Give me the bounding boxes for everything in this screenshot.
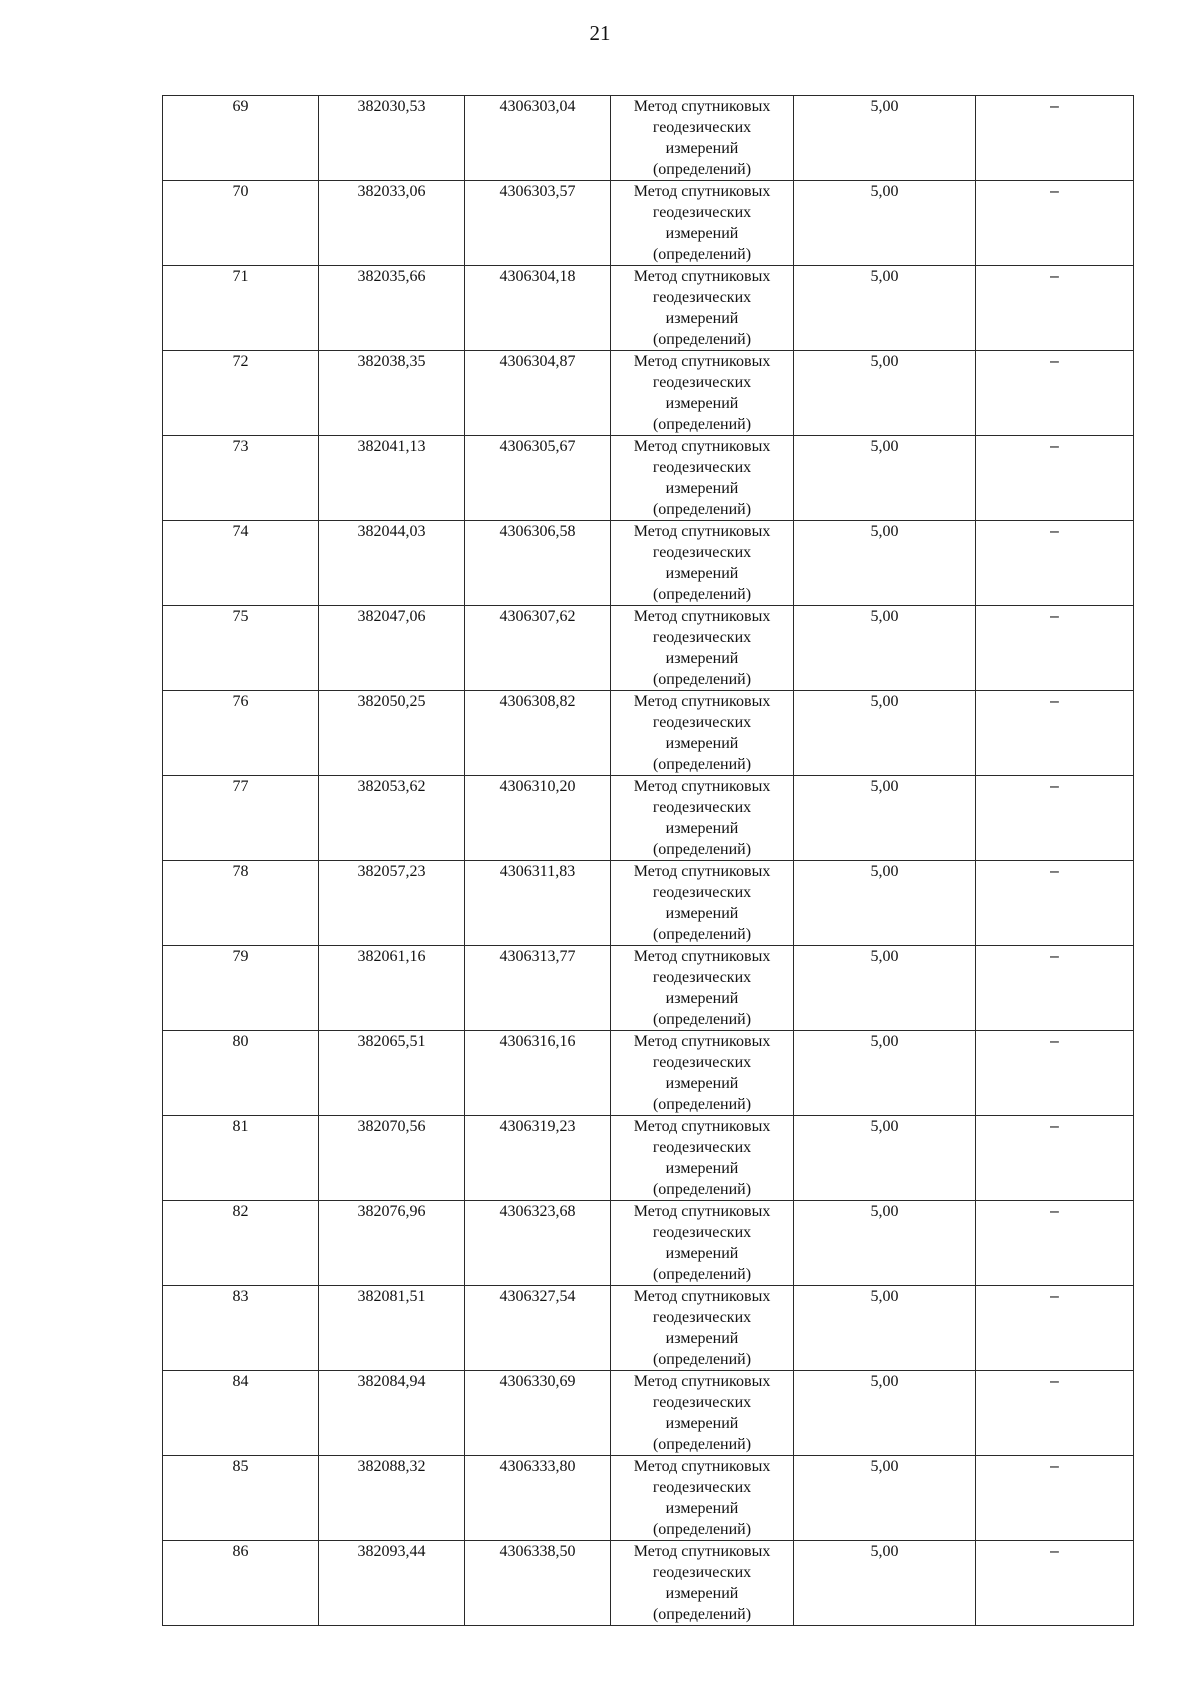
table-row <box>163 776 1134 861</box>
y-coordinate-cell: 4306338,50 <box>465 1541 611 1626</box>
method-line: измерений <box>665 1075 739 1092</box>
y-coordinate-cell: 4306304,87 <box>465 351 611 436</box>
table-row <box>163 181 1134 266</box>
method-line: геодезических <box>652 289 752 306</box>
description-cell: – <box>976 521 1134 606</box>
table-row <box>163 1201 1134 1286</box>
method-line: геодезических <box>652 374 752 391</box>
description-cell: – <box>976 1116 1134 1201</box>
method-line: измерений <box>665 905 739 922</box>
method-line: геодезических <box>652 1054 752 1071</box>
x-coordinate-cell: 382050,25 <box>319 691 465 776</box>
point-number-cell: 71 <box>163 266 319 351</box>
x-coordinate-cell: 382084,94 <box>319 1371 465 1456</box>
method-line: геодезических <box>652 884 752 901</box>
description-cell: – <box>976 946 1134 1031</box>
method-line: Метод спутниковых <box>633 268 771 285</box>
method-line: измерений <box>665 140 739 157</box>
method-line: Метод спутниковых <box>633 1288 771 1305</box>
method-line: измерений <box>665 395 739 412</box>
method-line: геодезических <box>652 1224 752 1241</box>
method-line: Метод спутниковых <box>633 948 771 965</box>
accuracy-cell: 5,00 <box>794 1031 976 1116</box>
point-number-cell: 83 <box>163 1286 319 1371</box>
accuracy-cell: 5,00 <box>794 946 976 1031</box>
method-line: измерений <box>665 820 739 837</box>
x-coordinate-cell: 382047,06 <box>319 606 465 691</box>
accuracy-cell: 5,00 <box>794 351 976 436</box>
y-coordinate-cell: 4306304,18 <box>465 266 611 351</box>
method-line: измерений <box>665 650 739 667</box>
method-line: (определений) <box>652 1011 752 1028</box>
table-row <box>163 1286 1134 1371</box>
point-number-cell: 77 <box>163 776 319 861</box>
y-coordinate-cell: 4306319,23 <box>465 1116 611 1201</box>
method-line: геодезических <box>652 1139 752 1156</box>
description-cell: – <box>976 776 1134 861</box>
x-coordinate-cell: 382065,51 <box>319 1031 465 1116</box>
method-line: геодезических <box>652 1394 752 1411</box>
table-row <box>163 1456 1134 1541</box>
method-cell <box>611 861 794 946</box>
point-number-cell: 74 <box>163 521 319 606</box>
point-number-cell: 80 <box>163 1031 319 1116</box>
method-line: (определений) <box>652 1436 752 1453</box>
accuracy-cell: 5,00 <box>794 1541 976 1626</box>
y-coordinate-cell: 4306316,16 <box>465 1031 611 1116</box>
method-line: измерений <box>665 1160 739 1177</box>
y-coordinate-cell: 4306303,04 <box>465 96 611 181</box>
method-line: геодезических <box>652 1309 752 1326</box>
method-line: геодезических <box>652 1564 752 1581</box>
y-coordinate-cell: 4306310,20 <box>465 776 611 861</box>
description-cell: – <box>976 1371 1134 1456</box>
x-coordinate-cell: 382038,35 <box>319 351 465 436</box>
accuracy-cell: 5,00 <box>794 436 976 521</box>
point-number-cell: 72 <box>163 351 319 436</box>
x-coordinate-cell: 382044,03 <box>319 521 465 606</box>
description-cell: – <box>976 351 1134 436</box>
method-line: (определений) <box>652 1266 752 1283</box>
method-line: геодезических <box>652 969 752 986</box>
method-line: геодезических <box>652 544 752 561</box>
method-line: (определений) <box>652 1181 752 1198</box>
method-line: Метод спутниковых <box>633 1373 771 1390</box>
method-line: Метод спутниковых <box>633 438 771 455</box>
y-coordinate-cell: 4306333,80 <box>465 1456 611 1541</box>
description-cell: – <box>976 1286 1134 1371</box>
method-cell <box>611 776 794 861</box>
table-row <box>163 436 1134 521</box>
method-cell <box>611 1201 794 1286</box>
coordinates-table-body <box>163 96 1134 1626</box>
table-row <box>163 861 1134 946</box>
y-coordinate-cell: 4306323,68 <box>465 1201 611 1286</box>
method-line: геодезических <box>652 1479 752 1496</box>
method-cell <box>611 436 794 521</box>
table-row <box>163 351 1134 436</box>
table-row <box>163 1031 1134 1116</box>
accuracy-cell: 5,00 <box>794 1456 976 1541</box>
point-number-cell: 73 <box>163 436 319 521</box>
method-line: геодезических <box>652 629 752 646</box>
y-coordinate-cell: 4306330,69 <box>465 1371 611 1456</box>
method-cell <box>611 946 794 1031</box>
table-row <box>163 266 1134 351</box>
method-cell <box>611 1541 794 1626</box>
description-cell: – <box>976 691 1134 776</box>
method-line: измерений <box>665 565 739 582</box>
x-coordinate-cell: 382093,44 <box>319 1541 465 1626</box>
y-coordinate-cell: 4306307,62 <box>465 606 611 691</box>
accuracy-cell: 5,00 <box>794 691 976 776</box>
point-number-cell: 69 <box>163 96 319 181</box>
x-coordinate-cell: 382088,32 <box>319 1456 465 1541</box>
y-coordinate-cell: 4306305,67 <box>465 436 611 521</box>
method-cell <box>611 1031 794 1116</box>
table-row <box>163 1116 1134 1201</box>
x-coordinate-cell: 382053,62 <box>319 776 465 861</box>
method-line: (определений) <box>652 671 752 688</box>
description-cell: – <box>976 96 1134 181</box>
method-cell <box>611 606 794 691</box>
y-coordinate-cell: 4306303,57 <box>465 181 611 266</box>
point-number-cell: 78 <box>163 861 319 946</box>
method-line: измерений <box>665 1330 739 1347</box>
method-line: Метод спутниковых <box>633 778 771 795</box>
method-line: (определений) <box>652 1606 752 1623</box>
method-line: Метод спутниковых <box>633 1033 771 1050</box>
x-coordinate-cell: 382057,23 <box>319 861 465 946</box>
method-line: измерений <box>665 990 739 1007</box>
point-number-cell: 86 <box>163 1541 319 1626</box>
table-row <box>163 521 1134 606</box>
accuracy-cell: 5,00 <box>794 776 976 861</box>
table-row <box>163 1541 1134 1626</box>
method-line: Метод спутниковых <box>633 523 771 540</box>
method-line: Метод спутниковых <box>633 183 771 200</box>
method-line: Метод спутниковых <box>633 1118 771 1135</box>
description-cell: – <box>976 606 1134 691</box>
method-line: Метод спутниковых <box>633 1543 771 1560</box>
method-cell <box>611 1456 794 1541</box>
accuracy-cell: 5,00 <box>794 1116 976 1201</box>
method-line: (определений) <box>652 1521 752 1538</box>
description-cell: – <box>976 861 1134 946</box>
method-cell <box>611 1116 794 1201</box>
accuracy-cell: 5,00 <box>794 1201 976 1286</box>
method-cell <box>611 266 794 351</box>
method-line: (определений) <box>652 331 752 348</box>
x-coordinate-cell: 382030,53 <box>319 96 465 181</box>
table-row <box>163 946 1134 1031</box>
method-cell <box>611 1286 794 1371</box>
description-cell: – <box>976 181 1134 266</box>
method-line: (определений) <box>652 501 752 518</box>
x-coordinate-cell: 382041,13 <box>319 436 465 521</box>
x-coordinate-cell: 382081,51 <box>319 1286 465 1371</box>
method-line: (определений) <box>652 161 752 178</box>
table-row <box>163 96 1134 181</box>
method-line: Метод спутниковых <box>633 98 771 115</box>
point-number-cell: 70 <box>163 181 319 266</box>
x-coordinate-cell: 382076,96 <box>319 1201 465 1286</box>
accuracy-cell: 5,00 <box>794 1371 976 1456</box>
method-line: (определений) <box>652 1096 752 1113</box>
method-line: измерений <box>665 1500 739 1517</box>
point-number-cell: 79 <box>163 946 319 1031</box>
point-number-cell: 76 <box>163 691 319 776</box>
y-coordinate-cell: 4306311,83 <box>465 861 611 946</box>
y-coordinate-cell: 4306327,54 <box>465 1286 611 1371</box>
y-coordinate-cell: 4306313,77 <box>465 946 611 1031</box>
method-cell <box>611 691 794 776</box>
method-line: измерений <box>665 310 739 327</box>
method-line: измерений <box>665 1415 739 1432</box>
x-coordinate-cell: 382070,56 <box>319 1116 465 1201</box>
method-line: Метод спутниковых <box>633 863 771 880</box>
method-line: Метод спутниковых <box>633 608 771 625</box>
x-coordinate-cell: 382035,66 <box>319 266 465 351</box>
point-number-cell: 75 <box>163 606 319 691</box>
point-number-cell: 85 <box>163 1456 319 1541</box>
method-line: измерений <box>665 1245 739 1262</box>
point-number-cell: 81 <box>163 1116 319 1201</box>
x-coordinate-cell: 382033,06 <box>319 181 465 266</box>
method-cell <box>611 1371 794 1456</box>
accuracy-cell: 5,00 <box>794 181 976 266</box>
description-cell: – <box>976 1201 1134 1286</box>
method-line: геодезических <box>652 799 752 816</box>
method-cell <box>611 181 794 266</box>
description-cell: – <box>976 1456 1134 1541</box>
table-row <box>163 1371 1134 1456</box>
method-line: (определений) <box>652 841 752 858</box>
method-line: геодезических <box>652 714 752 731</box>
point-number-cell: 82 <box>163 1201 319 1286</box>
method-line: измерений <box>665 480 739 497</box>
method-line: Метод спутниковых <box>633 693 771 710</box>
description-cell: – <box>976 436 1134 521</box>
method-line: геодезических <box>652 204 752 221</box>
method-line: (определений) <box>652 1351 752 1368</box>
coordinates-table <box>162 95 1134 1626</box>
method-line: Метод спутниковых <box>633 1203 771 1220</box>
x-coordinate-cell: 382061,16 <box>319 946 465 1031</box>
method-line: (определений) <box>652 756 752 773</box>
method-line: измерений <box>665 1585 739 1602</box>
description-cell: – <box>976 1541 1134 1626</box>
method-cell <box>611 521 794 606</box>
method-line: измерений <box>665 735 739 752</box>
accuracy-cell: 5,00 <box>794 96 976 181</box>
method-line: (определений) <box>652 586 752 603</box>
method-line: измерений <box>665 225 739 242</box>
accuracy-cell: 5,00 <box>794 266 976 351</box>
y-coordinate-cell: 4306306,58 <box>465 521 611 606</box>
accuracy-cell: 5,00 <box>794 1286 976 1371</box>
page-number: 21 <box>589 21 611 45</box>
accuracy-cell: 5,00 <box>794 521 976 606</box>
description-cell: – <box>976 1031 1134 1116</box>
method-line: (определений) <box>652 246 752 263</box>
y-coordinate-cell: 4306308,82 <box>465 691 611 776</box>
method-cell <box>611 351 794 436</box>
method-line: (определений) <box>652 926 752 943</box>
point-number-cell: 84 <box>163 1371 319 1456</box>
table-row <box>163 691 1134 776</box>
method-cell <box>611 96 794 181</box>
accuracy-cell: 5,00 <box>794 606 976 691</box>
method-line: (определений) <box>652 416 752 433</box>
description-cell: – <box>976 266 1134 351</box>
method-line: геодезических <box>652 119 752 136</box>
table-row <box>163 606 1134 691</box>
method-line: Метод спутниковых <box>633 353 771 370</box>
method-line: Метод спутниковых <box>633 1458 771 1475</box>
accuracy-cell: 5,00 <box>794 861 976 946</box>
method-line: геодезических <box>652 459 752 476</box>
